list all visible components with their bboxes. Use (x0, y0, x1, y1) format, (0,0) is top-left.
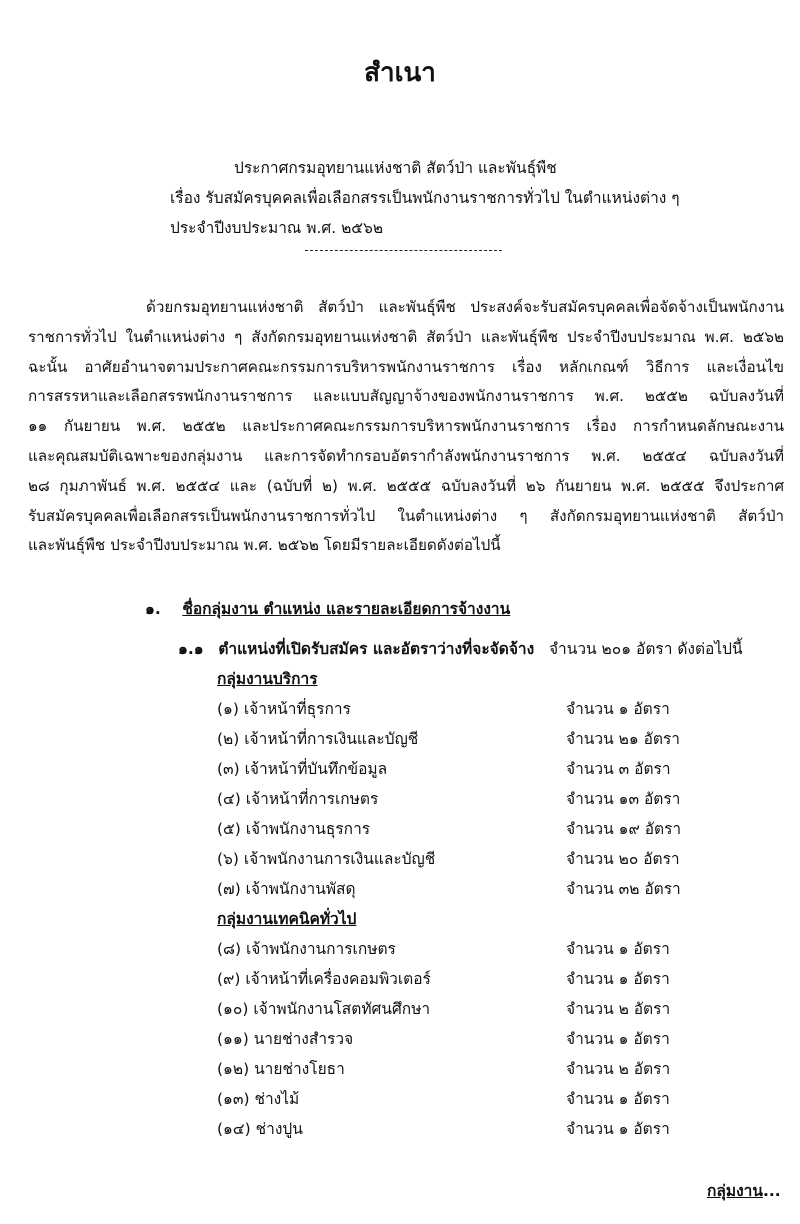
position-name: (๑๐) เจ้าพนักงานโสตทัศนศึกษา (217, 1000, 431, 1018)
announcement-heading: ประกาศกรมอุทยานแห่งชาติ สัตว์ป่า และพันธุ์พืช (234, 159, 557, 177)
position-name: (๒) เจ้าหน้าที่การเงินและบัญชี (217, 730, 419, 748)
position-name: (๘) เจ้าพนักงานการเกษตร (217, 940, 396, 958)
intro-line: และพันธุ์พืช ประจำปีงบประมาณ พ.ศ. ๒๕๖๒ โดยมีรายละเอียดดังต่อไปนี้ (28, 536, 501, 555)
position-count: จำนวน ๑๓ อัตรา (566, 790, 681, 808)
intro-line: ราชการทั่วไป ในตำแหน่งต่าง ๆ สังกัดกรมอุทยานแห่งชาติ สัตว์ป่า และพันธุ์พืช ประจำปีงบประมาณ พ.ศ. ๒๕๖๒ (28, 327, 784, 346)
position-count: จำนวน ๒ อัตรา (566, 1060, 671, 1078)
section-1-number: ๑. (145, 600, 161, 618)
continuation-text: กลุ่มงาน (707, 1182, 763, 1200)
position-count: จำนวน ๑ อัตรา (566, 940, 670, 958)
position-name: (๓) เจ้าหน้าที่บันทึกข้อมูล (217, 760, 388, 778)
intro-line: ด้วยกรมอุทยานแห่งชาติ สัตว์ป่า และพันธุ์พืช ประสงค์จะรับสมัครบุคคลเพื่อจัดจ้างเป็นพนักงาน (146, 298, 784, 316)
group-heading: กลุ่มงานบริการ (217, 670, 318, 688)
position-name: (๙) เจ้าหน้าที่เครื่องคอมพิวเตอร์ (217, 970, 431, 988)
intro-line: การสรรหาและเลือกสรรพนักงานราชการ และแบบสัญญาจ้างของพนักงานราชการ พ.ศ. ๒๕๕๒ ฉบับลงวันที่ (28, 387, 784, 406)
position-name: (๗) เจ้าพนักงานพัสดุ (217, 880, 356, 898)
position-name: (๔) เจ้าหน้าที่การเกษตร (217, 790, 379, 808)
position-name: (๕) เจ้าพนักงานธุรการ (217, 820, 371, 838)
group-heading: กลุ่มงานเทคนิคทั่วไป (217, 910, 357, 928)
position-count: จำนวน ๒ อัตรา (566, 1000, 671, 1018)
position-count: จำนวน ๒๐ อัตรา (566, 850, 680, 868)
position-name: (๑๑) นายช่างสำรวจ (217, 1030, 354, 1048)
section-1-heading (145, 596, 510, 621)
position-name: (๑๓) ช่างไม้ (217, 1090, 300, 1108)
position-count: จำนวน ๓๒ อัตรา (566, 880, 681, 898)
position-count: จำนวน ๑ อัตรา (566, 1030, 670, 1048)
continuation-ellipsis: ... (762, 1182, 781, 1200)
announcement-subject: เรื่อง รับสมัครบุคคลเพื่อเลือกสรรเป็นพนักงานราชการทั่วไป ในตำแหน่งต่าง ๆ (170, 189, 680, 207)
position-count: จำนวน ๓ อัตรา (566, 760, 671, 778)
position-name: (๑๒) นายช่างโยธา (217, 1060, 345, 1078)
section-1-1-total: จำนวน ๒๐๑ อัตรา ดังต่อไปนี้ (548, 640, 743, 658)
position-count: จำนวน ๑ อัตรา (566, 700, 670, 718)
section-1-1-title: ตำแหน่งที่เปิดรับสมัคร และอัตราว่างที่จะจัดจ้าง (218, 640, 535, 658)
intro-line: รับสมัครบุคคลเพื่อเลือกสรรเป็นพนักงานราชการทั่วไป ในตำแหน่งต่าง ๆ สังกัดกรมอุทยานแห่งชาติ สัตว์ป่า (28, 506, 784, 525)
position-name: (๑) เจ้าหน้าที่ธุรการ (217, 700, 351, 718)
position-count: จำนวน ๒๑ อัตรา (566, 730, 680, 748)
intro-line: ๒๘ กุมภาพันธ์ พ.ศ. ๒๕๕๔ และ (ฉบับที่ ๒) พ.ศ. ๒๕๕๕ ฉบับลงวันที่ ๒๖ กันยายน พ.ศ. ๒๕๕๕ จึงประกาศ (28, 476, 784, 495)
position-count: จำนวน ๑ อัตรา (566, 1090, 670, 1108)
announcement-fiscal-year: ประจำปีงบประมาณ พ.ศ. ๒๕๖๒ (170, 219, 384, 237)
section-1-1-heading (178, 636, 743, 661)
position-count: จำนวน ๑ อัตรา (566, 1120, 670, 1138)
position-name: (๖) เจ้าพนักงานการเงินและบัญชี (217, 850, 436, 868)
position-count: จำนวน ๑๙ อัตรา (566, 820, 682, 838)
intro-paragraph (28, 293, 784, 561)
intro-line: และคุณสมบัติเฉพาะของกลุ่มงาน และการจัดทำกรอบอัตรากำลังพนักงานราชการ พ.ศ. ๒๕๕๔ ฉบับลงวันที่ (28, 446, 784, 465)
dashed-separator (305, 250, 502, 251)
continuation-marker (707, 1178, 781, 1203)
intro-line: ๑๑ กันยายน พ.ศ. ๒๕๕๒ และประกาศคณะกรรมการบริหารพนักงานราชการ เรื่อง การกำหนดลักษณะงาน (28, 417, 784, 436)
document-title: สำเนา (364, 58, 436, 88)
section-1-1-number: ๑.๑ (178, 640, 204, 658)
intro-line: ฉะนั้น อาศัยอำนาจตามประกาศคณะกรรมการบริหารพนักงานราชการ เรื่อง หลักเกณฑ์ วิธีการ และเงื่อนไข (28, 357, 784, 376)
position-count: จำนวน ๑ อัตรา (566, 970, 670, 988)
section-1-title: ชื่อกลุ่มงาน ตำแหน่ง และรายละเอียดการจ้างงาน (182, 600, 511, 618)
position-name: (๑๔) ช่างปูน (217, 1120, 303, 1138)
